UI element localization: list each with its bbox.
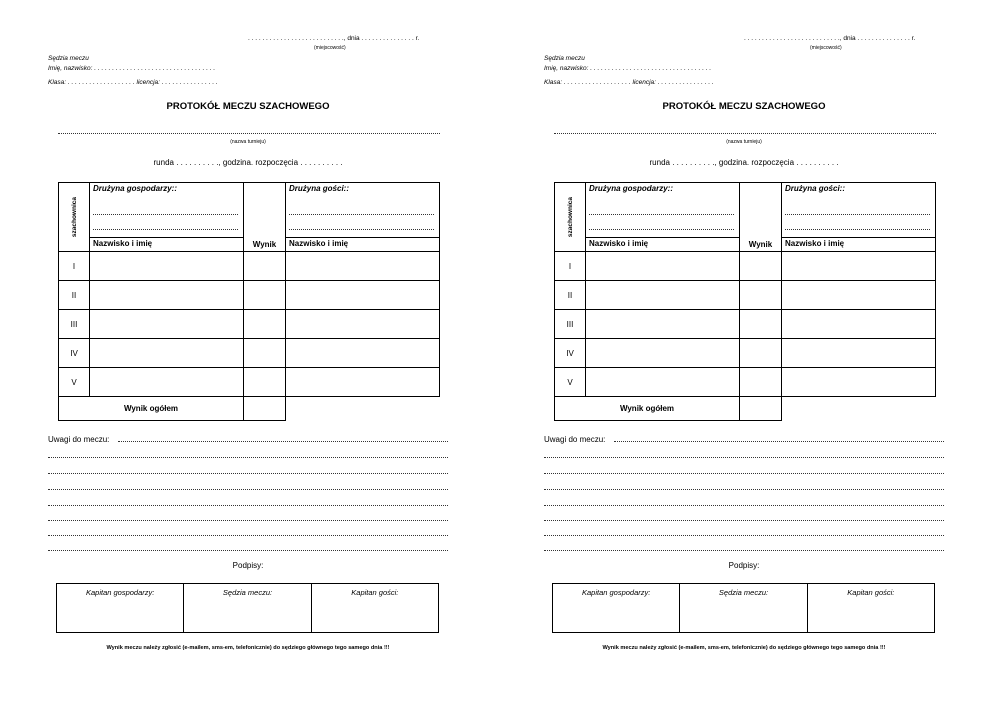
board-number: IV: [555, 339, 586, 368]
away-player-cell[interactable]: [286, 281, 440, 310]
result-cell[interactable]: [244, 310, 286, 339]
away-player-cell[interactable]: [286, 368, 440, 397]
home-name-header: Nazwisko i imię: [93, 239, 153, 248]
board-number: II: [555, 281, 586, 310]
board-number: IV: [59, 339, 90, 368]
board-label: szachownica: [70, 196, 78, 238]
referee-signature[interactable]: Sędzia meczu:: [680, 584, 807, 633]
tournament-caption: (nazwa turnieju): [726, 139, 762, 145]
remarks-label: Uwagi do meczu:: [48, 435, 110, 444]
away-team-cell[interactable]: [286, 183, 440, 252]
class-license-line: Klasa: . . . . . . . . . . . . . . . . . . . licencja: . . . . . . . . . . . . . . . .: [48, 79, 218, 86]
total-result-cell[interactable]: [740, 397, 782, 421]
footer-note: Wynik meczu należy zgłosić (e-mailem, sms-em, telefonicznie) do sędziego głównego tego samego dnia !!!: [106, 645, 390, 651]
total-label: Wynik ogółem: [555, 397, 740, 421]
home-player-cell[interactable]: [90, 368, 244, 397]
board-number: V: [555, 368, 586, 397]
away-player-cell[interactable]: [782, 339, 936, 368]
home-captain-signature[interactable]: Kapitan gospodarzy:: [57, 584, 184, 633]
page-title: PROTOKÓŁ MECZU SZACHOWEGO: [662, 101, 826, 112]
match-table: [554, 182, 936, 421]
away-player-cell[interactable]: [782, 281, 936, 310]
round-line: runda . . . . . . . . . ., godzina. rozpoczęcia . . . . . . . . . .: [649, 158, 839, 167]
away-team-label: Drużyna gości::: [785, 184, 846, 193]
away-team-dotline: [785, 214, 930, 215]
result-cell[interactable]: [244, 252, 286, 281]
remarks-line[interactable]: [48, 520, 448, 521]
home-team-label: Drużyna gospodarzy::: [93, 184, 178, 193]
result-cell[interactable]: [740, 281, 782, 310]
away-player-cell[interactable]: [286, 310, 440, 339]
board-label: szachownica: [566, 196, 574, 238]
remarks-line[interactable]: [118, 441, 448, 442]
home-team-cell[interactable]: [90, 183, 244, 252]
tournament-caption: (nazwa turnieju): [230, 139, 266, 145]
remarks-label: Uwagi do meczu:: [544, 435, 606, 444]
home-player-cell[interactable]: [90, 252, 244, 281]
home-team-dotline: [93, 214, 238, 215]
board-number: V: [59, 368, 90, 397]
class-license-line: Klasa: . . . . . . . . . . . . . . . . . . . licencja: . . . . . . . . . . . . . . . .: [544, 79, 714, 86]
home-team-dotline: [93, 229, 238, 230]
home-player-cell[interactable]: [586, 310, 740, 339]
home-player-cell[interactable]: [586, 281, 740, 310]
away-team-label: Drużyna gości::: [289, 184, 350, 193]
home-captain-signature[interactable]: Kapitan gospodarzy:: [553, 584, 680, 633]
home-team-label: Drużyna gospodarzy::: [589, 184, 674, 193]
away-team-dotline: [289, 229, 434, 230]
result-cell[interactable]: [244, 339, 286, 368]
home-player-cell[interactable]: [90, 310, 244, 339]
away-player-cell[interactable]: [286, 339, 440, 368]
signatures-label: Podpisy:: [232, 561, 264, 570]
remarks-line[interactable]: [614, 441, 944, 442]
referee-signature[interactable]: Sędzia meczu:: [184, 584, 311, 633]
remarks-line[interactable]: [544, 520, 944, 521]
remarks-line[interactable]: [48, 550, 448, 551]
referee-heading: Sędzia meczu: [544, 55, 585, 62]
result-cell[interactable]: [740, 310, 782, 339]
away-player-cell[interactable]: [782, 368, 936, 397]
remarks-line[interactable]: [544, 457, 944, 458]
place-date-line: . . . . . . . . . . . . . . . . . . . . . . . . . . ., dnia . . . . . . . . . . . . . . . r.: [248, 35, 420, 42]
away-team-dotline: [785, 229, 930, 230]
remarks-line[interactable]: [48, 473, 448, 474]
board-number: II: [59, 281, 90, 310]
home-player-cell[interactable]: [586, 368, 740, 397]
protocol-page-right: [496, 0, 992, 701]
home-player-cell[interactable]: [586, 339, 740, 368]
result-cell[interactable]: [244, 368, 286, 397]
remarks-line[interactable]: [48, 457, 448, 458]
total-label: Wynik ogółem: [59, 397, 244, 421]
remarks-line[interactable]: [48, 535, 448, 536]
away-captain-signature[interactable]: Kapitan gości:: [311, 584, 438, 633]
place-date-line: . . . . . . . . . . . . . . . . . . . . . . . . . . ., dnia . . . . . . . . . . . . . . . r.: [744, 35, 916, 42]
result-cell[interactable]: [740, 339, 782, 368]
signatures-table: [56, 583, 439, 633]
remarks-line[interactable]: [48, 505, 448, 506]
tournament-name-field[interactable]: [554, 133, 936, 134]
result-column-header: [244, 183, 286, 252]
away-player-cell[interactable]: [782, 252, 936, 281]
away-captain-signature[interactable]: Kapitan gości:: [807, 584, 934, 633]
remarks-line[interactable]: [544, 550, 944, 551]
footer-note: Wynik meczu należy zgłosić (e-mailem, sms-em, telefonicznie) do sędziego głównego tego samego dnia !!!: [602, 645, 886, 651]
remarks-line[interactable]: [544, 505, 944, 506]
total-result-cell[interactable]: [244, 397, 286, 421]
result-header: Wynik: [252, 240, 277, 249]
board-number: I: [59, 252, 90, 281]
referee-heading: Sędzia meczu: [48, 55, 89, 62]
result-cell[interactable]: [740, 368, 782, 397]
result-cell[interactable]: [244, 281, 286, 310]
round-line: runda . . . . . . . . . ., godzina. rozpoczęcia . . . . . . . . . .: [153, 158, 343, 167]
board-number: I: [555, 252, 586, 281]
result-column-header: [740, 183, 782, 252]
referee-name-line: Imię, nazwisko: . . . . . . . . . . . . . . . . . . . . . . . . . . . . . . . . . .: [544, 65, 712, 72]
board-number: III: [555, 310, 586, 339]
referee-name-line: Imię, nazwisko: . . . . . . . . . . . . . . . . . . . . . . . . . . . . . . . . . .: [48, 65, 216, 72]
home-team-dotline: [589, 214, 734, 215]
match-table: [58, 182, 440, 421]
home-team-dotline: [589, 229, 734, 230]
remarks-line[interactable]: [544, 535, 944, 536]
place-caption: (miejscowość): [314, 45, 346, 51]
home-player-cell[interactable]: [90, 339, 244, 368]
signatures-table: [552, 583, 935, 633]
away-player-cell[interactable]: [286, 252, 440, 281]
home-player-cell[interactable]: [90, 281, 244, 310]
board-number: III: [59, 310, 90, 339]
home-name-header: Nazwisko i imię: [589, 239, 649, 248]
away-name-header: Nazwisko i imię: [289, 239, 349, 248]
away-team-dotline: [289, 214, 434, 215]
signatures-label: Podpisy:: [728, 561, 760, 570]
away-player-cell[interactable]: [782, 310, 936, 339]
away-name-header: Nazwisko i imię: [785, 239, 845, 248]
board-column-header: [59, 183, 90, 252]
home-team-cell[interactable]: [586, 183, 740, 252]
home-player-cell[interactable]: [586, 252, 740, 281]
page-title: PROTOKÓŁ MECZU SZACHOWEGO: [166, 101, 330, 112]
away-team-cell[interactable]: [782, 183, 936, 252]
result-cell[interactable]: [740, 252, 782, 281]
tournament-name-field[interactable]: [58, 133, 440, 134]
result-header: Wynik: [748, 240, 773, 249]
remarks-line[interactable]: [48, 489, 448, 490]
board-column-header: [555, 183, 586, 252]
remarks-line[interactable]: [544, 489, 944, 490]
remarks-line[interactable]: [544, 473, 944, 474]
place-caption: (miejscowość): [810, 45, 842, 51]
